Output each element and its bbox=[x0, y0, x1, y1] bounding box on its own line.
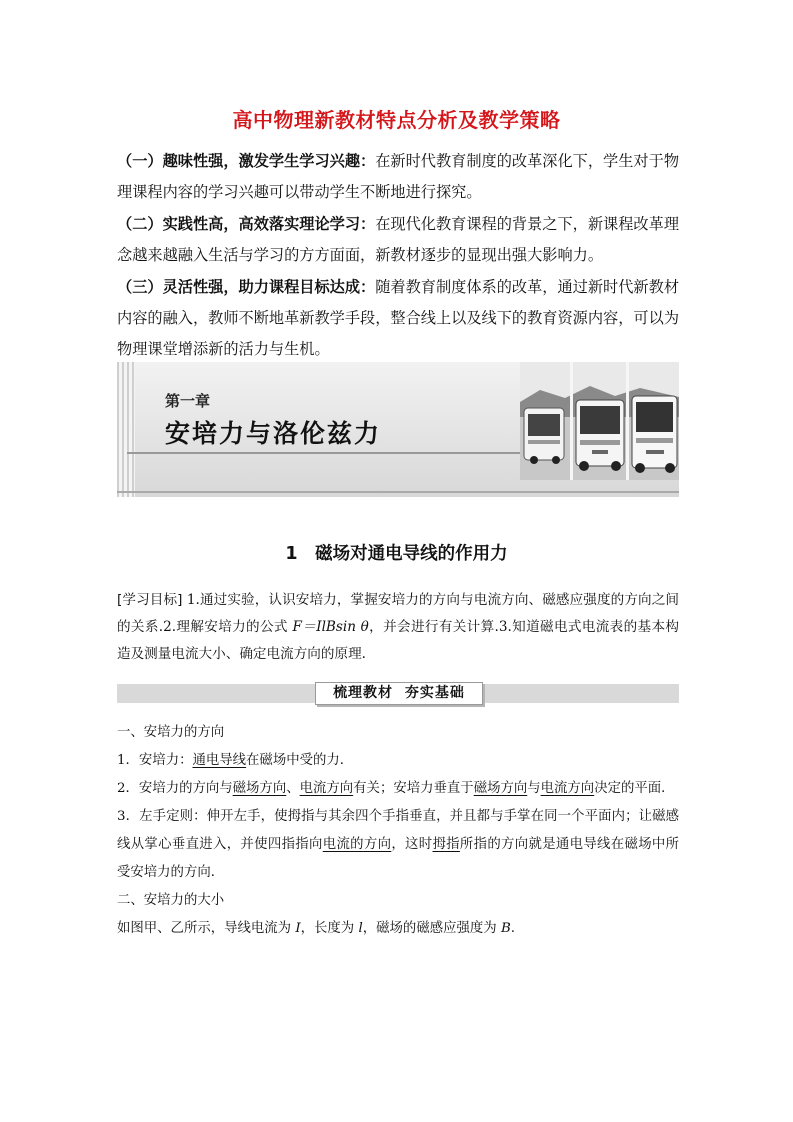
text: 2．安培力的方向与 bbox=[117, 781, 233, 796]
text: . bbox=[510, 921, 516, 936]
underlined-text: 拇指 bbox=[432, 837, 460, 852]
intro-label-2: （二）实践性高，高效落实理论学习： bbox=[117, 215, 376, 233]
underlined-text: 电流方向 bbox=[299, 781, 354, 796]
symbol-I: I bbox=[295, 921, 301, 936]
intro-section bbox=[117, 146, 679, 366]
chapter-number: 第一章 bbox=[165, 392, 211, 410]
intro-label-3: （三）灵活性强，助力课程目标达成： bbox=[117, 278, 376, 296]
intro-text-2: 在现代化教育课程的背景之下，新课程改革理念越来越融入生活与学习的方方面面，新教材逐步的显现出强大影响力。 bbox=[117, 215, 680, 264]
underlined-text: 通电导线 bbox=[192, 753, 247, 768]
symbol-l: l bbox=[358, 921, 363, 936]
symbol-B: B bbox=[500, 921, 511, 936]
text: 决定的平面． bbox=[594, 781, 675, 796]
paragraph-1 bbox=[117, 747, 679, 775]
bus-photo bbox=[520, 362, 679, 480]
intro-text-1: 在新时代教育制度的改革深化下，学生对于物理课程内容的学习兴趣可以带动学生不断地进行探究。 bbox=[117, 152, 680, 201]
banner-stripes-decoration bbox=[117, 362, 135, 497]
underlined-text: 磁场方向 bbox=[232, 781, 287, 796]
text: 3．左手定则：伸开左手，使拇指与其余四个手指垂直，并且都与手掌在同一个平面内；让磁感线从掌心垂直进入，并使四指指向 bbox=[117, 809, 679, 852]
paragraph-4 bbox=[117, 915, 679, 943]
learning-goals-text-1: 1.通过实验，认识安培力，掌握安培力的方向与电流方向、磁感应强度的方向之间的关系.2.理解安培力的公式 bbox=[117, 592, 680, 635]
text: 与 bbox=[527, 781, 541, 796]
text: ，磁场的磁感应强度为 bbox=[362, 921, 501, 936]
body-content bbox=[117, 719, 679, 943]
text: ，这时 bbox=[391, 837, 433, 852]
underlined-text: 磁场方向 bbox=[473, 781, 528, 796]
text: 所指的方向就是通电导线在磁场中所受安培力的方向． bbox=[117, 837, 680, 880]
text: 如图甲、乙所示，导线电流为 bbox=[117, 921, 296, 936]
underlined-text: 电流的方向 bbox=[322, 837, 392, 852]
underlined-text: 电流方向 bbox=[540, 781, 595, 796]
section-bar bbox=[117, 684, 679, 703]
text: ，长度为 bbox=[300, 921, 359, 936]
section-heading: 1 磁场对通电导线的作用力 bbox=[285, 544, 508, 564]
paragraph-3 bbox=[117, 803, 679, 887]
banner-bottom-divider bbox=[117, 491, 679, 493]
text: 1．安培力： bbox=[117, 753, 193, 768]
intro-paragraph-1 bbox=[117, 146, 679, 208]
bus-photo-icon bbox=[520, 362, 679, 480]
heading-direction: 一、安培力的方向 bbox=[117, 725, 225, 740]
page-title: 高中物理新教材特点分析及教学策略 bbox=[232, 108, 561, 132]
intro-paragraph-2 bbox=[117, 209, 679, 271]
learning-goals bbox=[117, 587, 679, 668]
learning-goals-text-2: ，并会进行有关计算.3.知道磁电式电流表的基本构造及测量电流大小、确定电流方向的原理. bbox=[117, 619, 679, 662]
ampere-formula: F＝IlBsin θ bbox=[292, 619, 369, 635]
chapter-banner bbox=[117, 362, 679, 497]
text: 有关；安培力垂直于 bbox=[353, 781, 474, 796]
text: 在磁场中受的力． bbox=[246, 753, 354, 768]
heading-magnitude: 二、安培力的大小 bbox=[117, 893, 225, 908]
text: 、 bbox=[286, 781, 300, 796]
intro-paragraph-3 bbox=[117, 272, 679, 365]
intro-text-3: 随着教育制度体系的改革，通过新时代新教材内容的融入，教师不断地革新教学手段，整合线上以及线下的教育资源内容，可以为物理课堂增添新的活力与生机。 bbox=[117, 278, 680, 358]
paragraph-2 bbox=[117, 775, 679, 803]
intro-label-1: （一）趣味性强，激发学生学习兴趣： bbox=[117, 152, 376, 170]
chapter-title: 安培力与洛伦兹力 bbox=[165, 419, 382, 448]
learning-goals-tag: [学习目标] bbox=[117, 592, 183, 608]
section-bar-label: 梳理教材 夯实基础 bbox=[315, 682, 483, 705]
